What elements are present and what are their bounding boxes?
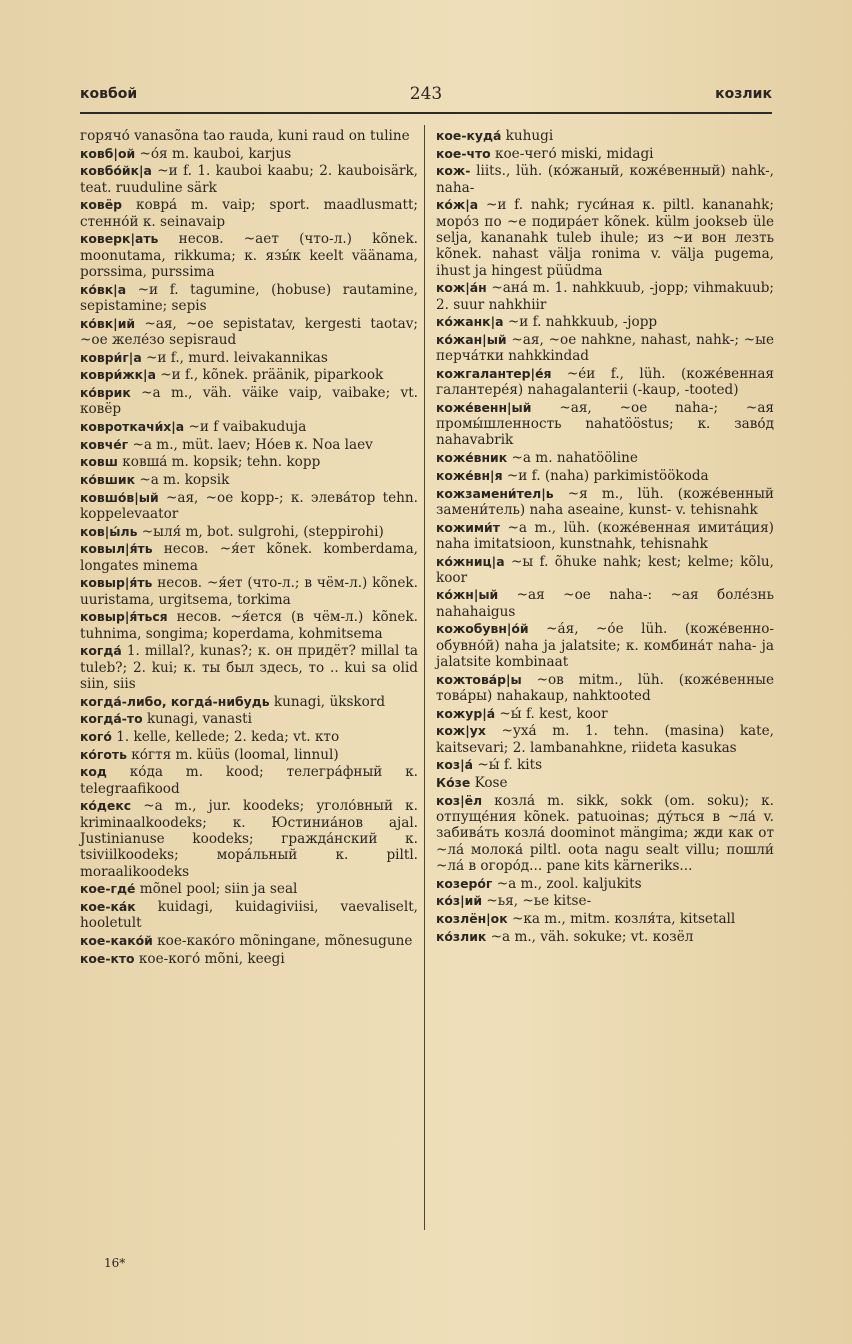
signature-mark: 16* <box>104 1256 126 1270</box>
entry-definition: ~а m., väh. sokuke; vt. козёл <box>490 928 694 945</box>
entry-headword: ко́жн|ый <box>436 587 499 603</box>
dictionary-entry <box>80 419 418 435</box>
dictionary-entry <box>436 911 774 927</box>
dictionary-entry <box>80 163 418 196</box>
entry-headword: ко́вшик <box>80 472 136 488</box>
entry-definition: kuhugi <box>505 128 554 144</box>
dictionary-entry <box>80 231 418 280</box>
dictionary-entry <box>436 450 774 466</box>
entry-headword: ковб|ой <box>80 145 136 161</box>
entry-headword: кожими́т <box>436 519 500 535</box>
dictionary-entry <box>436 197 774 278</box>
dictionary-entry <box>436 280 774 313</box>
right-column <box>436 128 774 946</box>
dictionary-entry <box>436 706 774 722</box>
entry-headword: ко́жан|ый <box>436 331 507 347</box>
entry-headword: коверк|ать <box>80 231 159 247</box>
dictionary-entry <box>436 793 774 874</box>
entry-headword: кожобувн|о́й <box>436 621 529 637</box>
entry-definition: ~ы́ f. kits <box>477 757 543 774</box>
column-divider <box>424 125 425 1230</box>
entry-definition: ~и f. nahkkuub, -jopp <box>507 314 658 331</box>
entry-definition: ~и f., murd. leivakannikas <box>146 349 328 366</box>
entry-definition: kunagi, vanasti <box>146 711 252 728</box>
entry-definition: несов. ~я́ет kõnek. komberdama, longates minema <box>80 541 418 574</box>
dictionary-entry <box>80 350 418 366</box>
entry-definition: ~ыля́ m, bot. sulgrohi, (steppirohi) <box>141 523 384 540</box>
entry-definition: ~ая, ~ое sepistatav, kergesti taotav; ~ое желе́зо sepisraud <box>80 315 418 348</box>
entry-definition: ~а m., lüh. (коже́венная имита́ция) naha imitatsioon, kunstnahk, tehisnahk <box>436 519 774 552</box>
dictionary-entry <box>80 609 418 642</box>
left-column <box>80 128 418 968</box>
dictionary-entry <box>436 893 774 909</box>
entry-definition: кое-чего́ miski, midagi <box>495 145 654 162</box>
entry-definition: ~а́я, ~о́е lüh. (коже́венно-обувно́й) naha ja jalatsite; к. комбина́т naha- ja jalatsite kombinaat <box>436 621 774 671</box>
entry-headword: ко́ж|а <box>436 197 479 213</box>
dictionary-entry <box>80 385 418 418</box>
dictionary-entry <box>436 314 774 330</box>
entry-headword: кожур|а́ <box>436 705 496 721</box>
dictionary-entry <box>80 747 418 763</box>
dictionary-entry <box>80 951 418 967</box>
entry-headword: ковш <box>80 454 118 470</box>
dictionary-entry <box>80 197 418 230</box>
entry-definition: 1. millal?, kunas?; к. он придёт? millal ta tuleb?; 2. kui; к. ты был здесь, то .. kui sa olid siin, siis <box>80 643 419 692</box>
entry-headword: ковыр|я́ть <box>80 575 153 591</box>
entry-definition: ~и f., kõnek. präänik, piparkook <box>160 367 384 384</box>
entry-headword: ко́жниц|а <box>436 553 505 569</box>
entry-headword: кожгалантер|е́я <box>436 365 552 381</box>
entry-definition: ~уха́ m. 1. tehn. (masina) kate, kaitsevari; 2. lambanahkne, riideta kasukas <box>436 723 774 756</box>
entry-headword: коври́жк|а <box>80 367 156 383</box>
entry-headword: Ко́зе <box>436 775 471 791</box>
entry-headword: коже́вн|я <box>436 467 503 483</box>
dictionary-entry <box>80 694 418 710</box>
entry-definition: ~ая, ~ое nahkne, nahast, nahk-; ~ые перча́тки nahkkindad <box>436 331 775 365</box>
entry-definition: ~ая ~ое naha-: ~ая боле́знь nahahaigus <box>436 587 774 620</box>
dictionary-entry <box>80 128 418 144</box>
dictionary-entry <box>80 575 418 608</box>
entry-headword: кое-где́ <box>80 881 136 897</box>
dictionary-entry <box>436 520 774 553</box>
entry-definition: liits., lüh. (ко́жаный, коже́венный) nahk-, naha- <box>436 163 774 196</box>
page-number: 243 <box>409 84 443 104</box>
entry-headword: ко́жанк|а <box>436 314 504 330</box>
entry-headword: ковче́г <box>80 436 129 452</box>
entry-definition: ко́гтя m. küüs (loomal, linnul) <box>131 746 339 763</box>
entry-definition: ~и f. nahk; гуси́ная к. piltl. kananahk; моро́з по ~е подира́ет kõnek. külm jookseb üle selja, kananahk tuleb ihule; из ~и вон лезть kõnek. nahast välja ronima v. välja pugema, ihust ja hingest püüdma <box>436 197 774 279</box>
entry-definition: ~ы́ f. kest, koor <box>499 705 608 722</box>
dictionary-entry <box>80 764 418 797</box>
entry-definition: ~и f. 1. kauboi kaabu; 2. kauboisärk, teat. ruuduline särk <box>80 163 419 196</box>
entry-headword: код <box>80 764 107 780</box>
entry-headword: коз|а́ <box>436 757 474 773</box>
entry-headword: ко́врик <box>80 384 131 400</box>
entry-definition: ~ка m., mitm. козля́та, kitsetall <box>511 911 736 928</box>
entry-definition: ~и f vaibakuduja <box>188 418 307 435</box>
entry-headword: кое-что <box>436 145 491 161</box>
dictionary-entry <box>436 723 774 756</box>
entry-definition: ~а m., müt. laev; Но́ев к. Noa laev <box>132 436 373 453</box>
entry-headword: ковыр|я́ться <box>80 609 168 625</box>
entry-headword: кожзамени́тел|ь <box>436 485 554 501</box>
entry-definition: ковра́ m. vaip; sport. maadlusmatt; стенно́й к. seinavaip <box>80 197 418 230</box>
entry-definition: ~ы f. õhuke nahk; kest; kelme; kõlu, koor <box>436 553 775 586</box>
left-guide-word: ковбой <box>80 86 138 102</box>
entry-headword: когда́ <box>80 643 122 659</box>
dictionary-entry <box>436 775 774 791</box>
dictionary-entry <box>80 454 418 470</box>
dictionary-entry <box>436 621 774 670</box>
dictionary-entry <box>80 933 418 949</box>
dictionary-entry <box>436 400 774 449</box>
entry-headword: коз|ёл <box>436 792 483 808</box>
entry-headword: коже́венн|ый <box>436 399 532 415</box>
entry-definition: 1. kelle, kellede; 2. keda; vt. кто <box>116 728 340 745</box>
entry-headword: ковыл|я́ть <box>80 541 153 557</box>
entry-definition: ~и f. tagumine, (hobuse) rautamine, sepistamine; sepis <box>80 281 418 314</box>
entry-definition: ~ья, ~ье kitse- <box>486 893 592 910</box>
dictionary-entry <box>436 554 774 587</box>
entry-definition: ~о́я m. kauboi, karjus <box>139 145 292 162</box>
entry-headword: кое-куда́ <box>436 128 502 143</box>
entry-headword: когда́-то <box>80 711 143 727</box>
entry-definition: несов. ~ает (что-л.) kõnek. moonutama, rikkuma; к. язы́к keelt väänama, porssima, purssima <box>80 231 419 280</box>
entry-definition: ~е́и f., lüh. (коже́венная галантере́я) nahagalanterii (-kaup, -tooted) <box>436 365 774 399</box>
entry-definition: kuidagi, kuidagiviisi, vaevaliselt, hooletult <box>80 898 418 932</box>
entry-headword: ко́злик <box>436 928 487 944</box>
dictionary-entry <box>80 490 418 523</box>
entry-definition: ~а m. nahatööline <box>511 450 638 467</box>
dictionary-entry <box>436 366 774 399</box>
dictionary-entry <box>80 282 418 315</box>
entry-headword: кож- <box>436 163 471 179</box>
dictionary-entry <box>436 929 774 945</box>
dictionary-entry <box>436 587 774 620</box>
dictionary-entry <box>80 881 418 897</box>
dictionary-entry <box>80 643 418 692</box>
dictionary-entry <box>436 486 774 519</box>
dictionary-entry <box>436 163 774 196</box>
dictionary-entry <box>80 899 418 932</box>
entry-headword: ко́декс <box>80 798 132 814</box>
dictionary-entry <box>436 757 774 773</box>
entry-definition: кое-како́го mõningane, mõnesugune <box>157 932 413 949</box>
dictionary-entry <box>80 541 418 574</box>
dictionary-entry <box>80 524 418 540</box>
entry-headword: кож|а́н <box>436 280 487 296</box>
entry-definition: несов. ~я́ется (в чём-л.) kõnek. tuhnima, songima; koperdama, kohmitsema <box>80 609 419 642</box>
entry-definition: горячо́ vanasõna tao rauda, kuni raud on tuline <box>80 128 410 144</box>
entry-headword: кое-ка́к <box>80 898 136 914</box>
entry-headword: ко́вк|ий <box>80 315 136 331</box>
entry-definition: ~и f. (naha) parkimistöökoda <box>506 467 709 484</box>
entry-definition: ковша́ m. kopsik; tehn. kopp <box>122 454 321 471</box>
entry-headword: козлён|ок <box>436 911 508 927</box>
entry-headword: ков|ы́ль <box>80 523 138 539</box>
dictionary-entry <box>80 472 418 488</box>
entry-definition: ~а m. kopsik <box>139 472 230 489</box>
entry-definition: kunagi, ükskord <box>273 693 386 710</box>
entry-headword: кое-како́й <box>80 932 153 948</box>
entry-headword: ко́з|ий <box>436 893 483 909</box>
dictionary-entry <box>80 316 418 349</box>
entry-definition: mõnel pool; siin ja seal <box>139 881 298 898</box>
dictionary-entry <box>80 437 418 453</box>
entry-definition: Kose <box>474 775 508 792</box>
entry-headword: ковшо́в|ый <box>80 489 159 505</box>
entry-headword: ковбо́йк|а <box>80 163 152 179</box>
dictionary-entry <box>436 876 774 892</box>
page-header <box>80 84 772 114</box>
dictionary-entry <box>436 672 774 705</box>
entry-definition: козла́ m. sikk, sokk (om. soku); к. отпуще́ния kõnek. patuoinas; ду́ться в ~ла́ v. забива́ть козла́ doominot mängima; жди как от ~ла́ молока́ piltl. oota nagu sealt villu; пошли́ ~ла́ в огоро́д... pane kits kärneriks... <box>436 792 774 874</box>
entry-headword: кожтова́р|ы <box>436 671 522 687</box>
dictionary-entry <box>436 146 774 162</box>
entry-headword: кое-кто <box>80 950 135 966</box>
entry-definition: ~ана́ m. 1. nahkkuub, -jopp; vihmakuub; 2. suur nahkhiir <box>436 280 774 313</box>
entry-definition: ~ов mitm., lüh. (коже́венные това́ры) nahakaup, nahktooted <box>436 671 774 705</box>
entry-definition: ~а m., jur. koodeks; уголо́вный к. kriminaalkoodeks; к. Юстиниа́нов ajal. Justinianuse koodeks; гражда́нский к. tsiviilkoodeks; мора́льный к. piltl. moraalikoodeks <box>80 798 418 880</box>
dictionary-entry <box>436 468 774 484</box>
entry-definition: ~я m., lüh. (коже́венный замени́тель) naha aseaine, kunst- v. tehisnahk <box>436 485 774 518</box>
entry-headword: коже́вник <box>436 450 508 466</box>
dictionary-entry <box>80 711 418 727</box>
entry-headword: ковёр <box>80 197 123 213</box>
entry-headword: когда́-либо, когда́-нибудь <box>80 693 270 709</box>
entry-headword: козеро́г <box>436 875 493 891</box>
entry-headword: кого́ <box>80 728 112 744</box>
entry-headword: ко́вк|а <box>80 281 127 297</box>
entry-definition: ко́да m. kood; телегра́фный к. telegraafikood <box>80 764 419 797</box>
entry-definition: ~а m., zool. kaljukits <box>496 875 642 892</box>
entry-definition: ~ая, ~ое naha-; ~ая промы́шленность nahatööstus; к. заво́д nahavabrik <box>436 399 775 449</box>
right-guide-word: козлик <box>715 86 772 102</box>
dictionary-entry <box>80 729 418 745</box>
entry-headword: кож|ух <box>436 723 486 739</box>
entry-definition: ~а m., väh. väike vaip, vaibake; vt. ковёр <box>80 384 418 418</box>
entry-definition: ~ая, ~ое kopp-; к. элева́тор tehn. koppelevaator <box>80 489 418 522</box>
dictionary-entry <box>80 798 418 879</box>
entry-headword: ковроткачи́х|а <box>80 418 185 434</box>
entry-headword: коври́г|а <box>80 349 142 365</box>
entry-headword: ко́готь <box>80 746 127 762</box>
dictionary-entry <box>80 367 418 383</box>
dictionary-entry <box>436 332 774 365</box>
entry-definition: кое-кого́ mõni, keegi <box>138 950 285 967</box>
dictionary-entry <box>436 128 774 144</box>
entry-definition: несов. ~я́ет (что-л.; в чём-л.) kõnek. uuristama, urgitsema, torkima <box>80 575 418 608</box>
dictionary-entry <box>80 146 418 162</box>
